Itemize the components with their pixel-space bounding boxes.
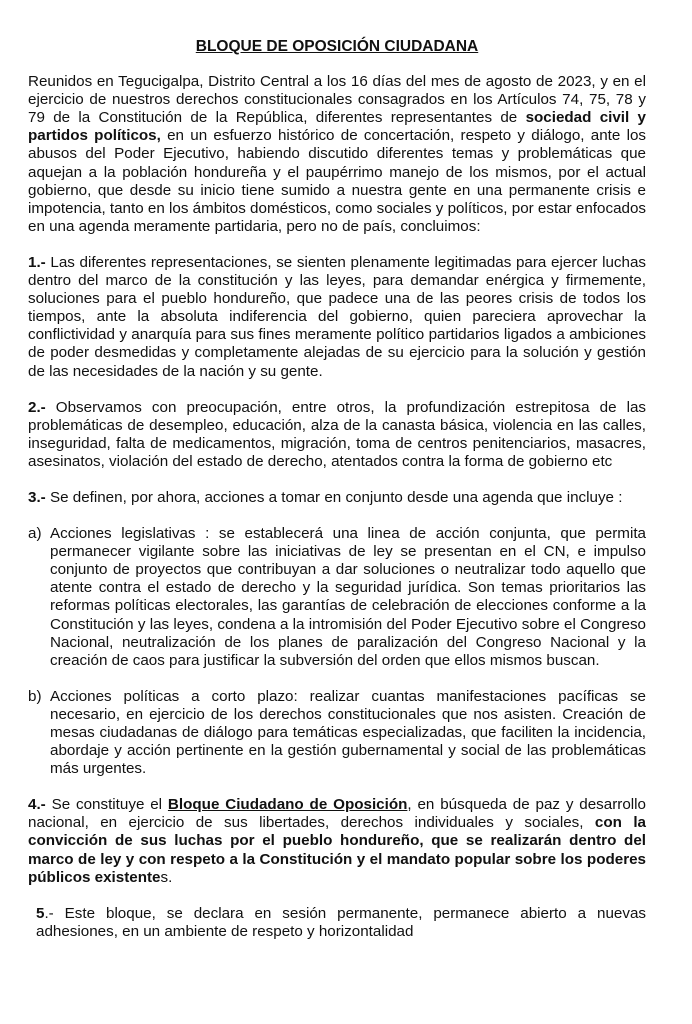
point-4-bold-text: con la convicción de sus luchas por el pueblo hondureño, que se realizarán dentro del marco de ley y con respeto a la Constitución y el mandato popular sobre los poderes públicos existente — [28, 814, 646, 886]
intro-text-2: en un esfuerzo histórico de concertación, respeto y diálogo, ante los abusos del Poder Ejecutivo, habiendo discutido diferentes temas y problemáticas que aquejan a la población hondureña y el paupérrimo manejo de los mismos, por el actual gobierno, que desde su inicio tiene sumido a nuestra gente en una permanente crisis e impotencia, tanto en los ámbitos domésticos, como sociales y políticos, por estar enfocados en una agenda meramente partidaria, pero no de país, concluimos: — [28, 127, 647, 235]
point-4-text-3: s. — [160, 868, 173, 886]
point-4 — [28, 796, 646, 886]
point-1-text: Las diferentes representaciones, se sienten plenamente legitimadas para ejercer luchas dentro del marco de la constitución y las leyes, para demandar enérgica y firmemente, soluciones para el pueblo hondureño, que padece una de las peores crisis de todos los tiempos, ante la absoluta indiferencia del gobierno, quien pareciera aprovechar la conflictividad y anarquía para sus fines meramente político partidarios ligados a ambiciones de poder desmedidas y completamente alejadas de su ejercicio para la solución y gestión de las necesidades de la nación y su gente. — [28, 253, 646, 380]
intro-paragraph — [28, 73, 646, 236]
point-3-number: 3.- — [28, 488, 46, 506]
item-b — [28, 688, 646, 778]
point-4-text-1: Se constituye el — [45, 796, 168, 814]
point-2-number: 2.- — [28, 398, 46, 416]
point-5-text: .- Este bloque, se declara en sesión permanente, permanece abierto a nuevas adhesiones, en un ambiente de respeto y horizontalidad — [36, 904, 646, 940]
item-b-text: Acciones políticas a corto plazo: realizar cuantas manifestaciones pacíficas se necesario, en ejercicio de los derechos constitucionales que nos asisten. Creación de mesas ciudadanas de diálogo para temáticas especializadas, que faciliten la incidencia, abordaje y acción pertinente en la gestión gubernamental y social de las problemáticas más urgentes. — [50, 687, 646, 778]
point-3-text: Se definen, por ahora, acciones a tomar en conjunto desde una agenda que incluye : — [45, 488, 623, 506]
point-1 — [28, 254, 646, 381]
point-4-bloc-name: Bloque Ciudadano de Oposición — [167, 796, 408, 814]
item-b-marker: b) — [28, 687, 42, 705]
point-3 — [28, 489, 646, 507]
point-4-text-2: , en búsqueda de paz y desarrollo nacional, en ejercicio de sus libertades, derechos individuales y sociales, — [28, 796, 646, 832]
point-4-number: 4.- — [28, 796, 46, 814]
item-a-text: Acciones legislativas : se establecerá una linea de acción conjunta, que permita permanecer vigilante sobre las iniciativas de ley se presentan en el CN, e impulso conjunto de proyectos que contribuyan a dar soluciones o neutralizar todo aquello que atente contra el estado de derecho y la seguridad jurídica. Son temas prioritarios las reformas políticas electorales, las garantías de celebración de elecciones conforme a la Constitución y las leyes, condena a la intromisión del Poder Ejecutivo sobre el Congreso Nacional, neutralización de los planes de paralización del Congreso Nacional y la creación de caos para justificar la subversión del orden que ellos mismos buscan. — [50, 525, 646, 669]
point-2-text: Observamos con preocupación, entre otros, la profundización estrepitosa de las problemáticas de desempleo, educación, alza de la canasta básica, violencia en las calles, inseguridad, falta de medicamentos, migración, toma de centros penitenciarios, masacres, asesinatos, violación del estado de derecho, atentados contra la forma de gobierno etc — [28, 398, 646, 470]
item-a-marker: a) — [28, 525, 42, 543]
point-2 — [28, 399, 646, 471]
point-1-number: 1.- — [28, 253, 46, 271]
item-a — [28, 525, 646, 670]
document-title: BLOQUE DE OPOSICIÓN CIUDADANA — [195, 38, 479, 55]
point-5 — [28, 905, 646, 941]
intro-bold-1: sociedad civil y partidos políticos, — [28, 109, 646, 145]
intro-text-1: Reunidos en Tegucigalpa, Distrito Central a los 16 días del mes de agosto de 2023, y en el ejercicio de nuestros derechos constitucionales consagrados en los Artículos 74, 75, 78 y 79 de la Constitución de la República, diferentes representantes de — [28, 73, 646, 127]
point-5-number: 5 — [36, 904, 45, 922]
